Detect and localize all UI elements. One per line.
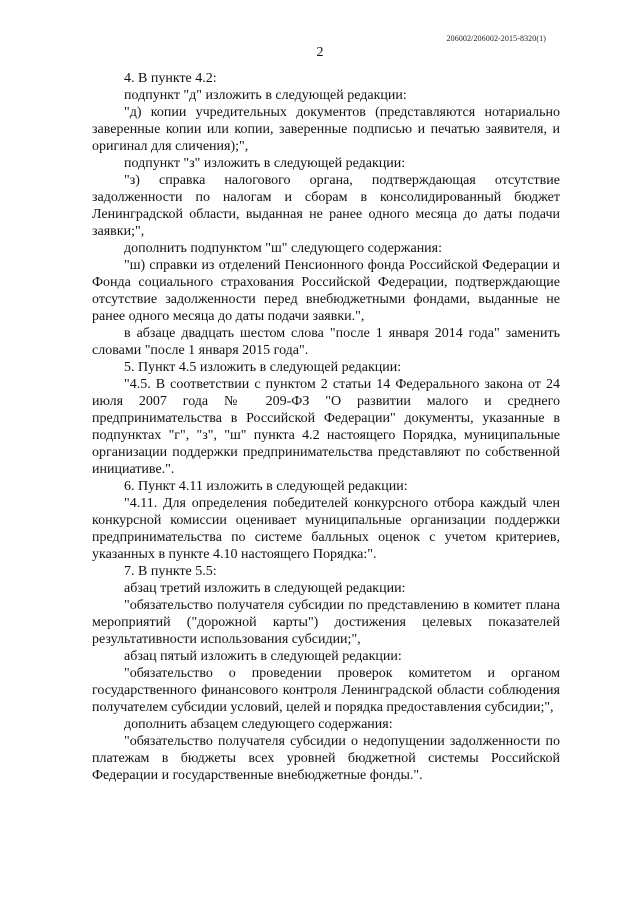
paragraph: "ш) справки из отделений Пенсионного фонда Российской Федерации и Фонда социального страхования Российской Федерации, подтверждающие отсутствие задолженности перед внебюджетными фондами, выданные не ранее одного месяца до даты подачи заявки.", bbox=[92, 258, 560, 324]
paragraph: в абзаце двадцать шестом слова "после 1 января 2014 года" заменить словами "после 1 января 2015 года". bbox=[92, 326, 560, 358]
paragraph: дополнить абзацем следующего содержания: bbox=[124, 717, 393, 732]
page-number: 2 bbox=[316, 45, 324, 60]
paragraph: абзац пятый изложить в следующей редакции: bbox=[124, 649, 402, 664]
paragraph: дополнить подпунктом "ш" следующего содержания: bbox=[124, 241, 443, 256]
paragraph: 6. Пункт 4.11 изложить в следующей редакции: bbox=[124, 479, 408, 494]
paragraph: 5. Пункт 4.5 изложить в следующей редакции: bbox=[124, 360, 402, 375]
paragraph: "обязательство получателя субсидии о недопущении задолженности по платежам в бюджеты всех уровней бюджетной системы Российской Федерации и государственные внебюджетные фонды.". bbox=[92, 734, 560, 783]
paragraph: "д) копии учредительных документов (представляются нотариально заверенные копии или копии, заверенные подписью и печатью заявителя, и оригинал для сличения);", bbox=[92, 105, 560, 154]
paragraph: 7. В пункте 5.5: bbox=[124, 564, 217, 579]
paragraph: абзац третий изложить в следующей редакции: bbox=[124, 581, 406, 596]
document-id: 206002/206002-2015-8320(1) bbox=[446, 34, 546, 43]
paragraph: подпункт "д" изложить в следующей редакции: bbox=[124, 88, 407, 103]
paragraph: "обязательство о проведении проверок комитетом и органом государственного финансового контроля Ленинградской области соблюдения получателем субсидии условий, целей и порядка предоставления субсидии;", bbox=[92, 666, 560, 715]
paragraph: "4.5. В соответствии с пунктом 2 статьи 14 Федерального закона от 24 июля 2007 года № 209-ФЗ "О развитии малого и среднего предпринимательства в Российской Федерации" документы, указанные в подпунктах "г", "з", "ш" пункта 4.2 настоящего Порядка, муниципальные организации поддержки предпринимательства представляют по собственной инициативе.". bbox=[92, 377, 560, 477]
paragraph: подпункт "з" изложить в следующей редакции: bbox=[124, 156, 406, 171]
paragraph: "з) справка налогового органа, подтверждающая отсутствие задолженности по налогам и сборам в консолидированный бюджет Ленинградской области, выданная не ранее одного месяца до даты подачи заявки;", bbox=[92, 173, 560, 239]
paragraph: "4.11. Для определения победителей конкурсного отбора каждый член конкурсной комиссии оценивает муниципальные организации поддержки предпринимательства по системе балльных оценок с учетом критериев, указанных в пункте 4.10 настоящего Порядка:". bbox=[92, 496, 560, 562]
paragraph: 4. В пункте 4.2: bbox=[124, 71, 217, 86]
paragraph: "обязательство получателя субсидии по представлению в комитет плана мероприятий ("дорожной карты") достижения целевых показателей результативности использования субсидии;", bbox=[92, 598, 560, 647]
document-body bbox=[92, 70, 560, 784]
